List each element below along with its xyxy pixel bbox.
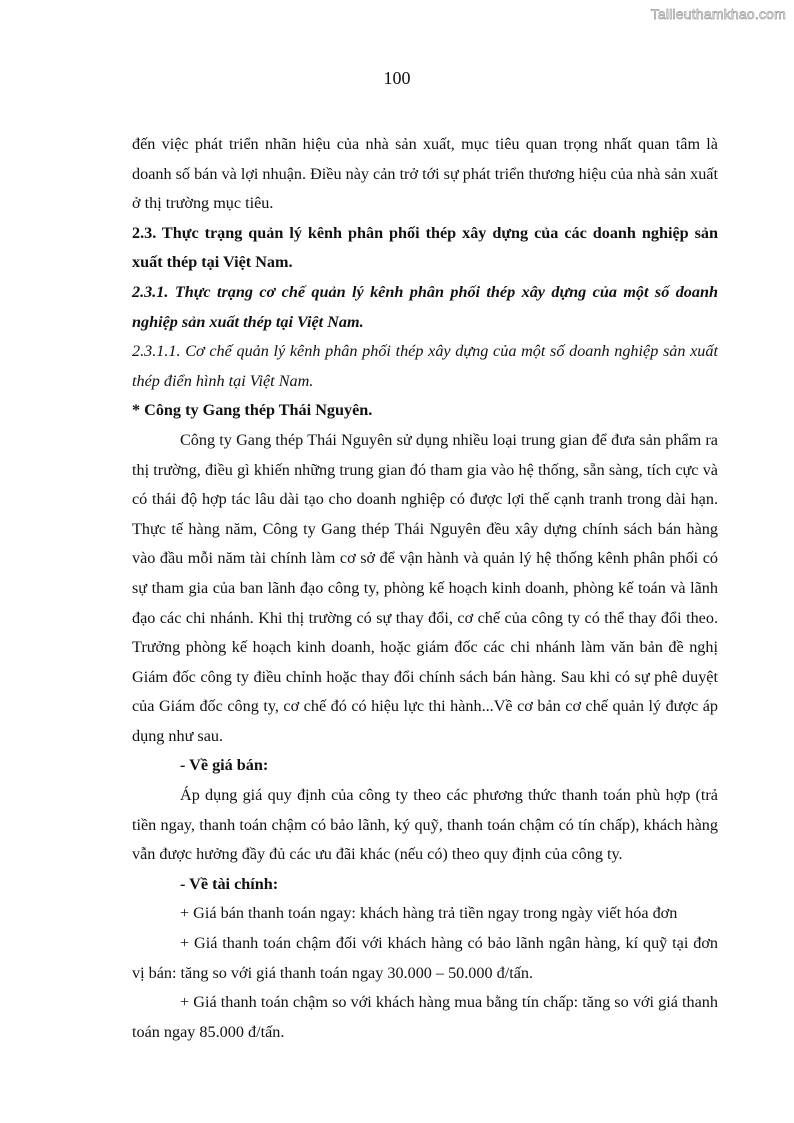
watermark: Tailieuthamkhao.com <box>650 6 786 22</box>
company-heading: * Công ty Gang thép Thái Nguyên. <box>132 401 373 420</box>
subheading-price: - Về giá bán: <box>180 756 269 775</box>
paragraph-finance-2: + Giá thanh toán chậm đối với khách hàng có bảo lãnh ngân hàng, kí quỹ tại đơn vị bán: tăng so với giá thanh toán ngay 30.000 – 50.000 đ/tấn. <box>132 934 718 982</box>
document-body <box>132 130 718 1047</box>
paragraph-finance-1: + Giá bán thanh toán ngay: khách hàng trả tiền ngay trong ngày viết hóa đơn <box>180 904 678 923</box>
section-heading-2-3-1-1: 2.3.1.1. Cơ chế quản lý kênh phân phối thép xây dựng của một số doanh nghiệp sản xuất thép điển hình tại Việt Nam. <box>132 342 718 390</box>
paragraph-intro: đến việc phát triển nhãn hiệu của nhà sản xuất, mục tiêu quan trọng nhất quan tâm là doanh số bán và lợi nhuận. Điều này cản trở tới sự phát triển thương hiệu của nhà sản xuất ở thị trường mục tiêu. <box>132 135 718 213</box>
paragraph-company-overview: Công ty Gang thép Thái Nguyên sử dụng nhiều loại trung gian để đưa sản phẩm ra thị trường, điều gì khiến những trung gian đó tham gia vào hệ thống, sẵn sàng, tích cực và có thái độ hợp tác lâu dài tạo cho doanh nghiệp có được lợi thế cạnh tranh trong dài hạn. Thực tế hàng năm, Công ty Gang thép Thái Nguyên đều xây dựng chính sách bán hàng vào đầu mỗi năm tài chính làm cơ sở để vận hành và quản lý hệ thống kênh phân phối có sự tham gia của ban lãnh đạo công ty, phòng kế hoạch kinh doanh, phòng kế toán và lãnh đạo các chi nhánh. Khi thị trường có sự thay đổi, cơ chế của công ty có thể thay đổi theo. Trưởng phòng kế hoạch kinh doanh, hoặc giám đốc các chi nhánh làm văn bản đề nghị Giám đốc công ty điều chỉnh hoặc thay đổi chính sách bán hàng. Sau khi có sự phê duyệt của Giám đốc công ty, cơ chế đó có hiệu lực thi hành...Về cơ bản cơ chế quản lý được áp dụng như sau. <box>132 430 718 745</box>
paragraph-price: Áp dụng giá quy định của công ty theo các phương thức thanh toán phù hợp (trả tiền ngay, thanh toán chậm có bảo lãnh, ký quỹ, thanh toán chậm có tín chấp), khách hàng vẫn được hưởng đầy đủ các ưu đãi khác (nếu có) theo quy định của công ty. <box>132 786 718 864</box>
section-heading-2-3-1: 2.3.1. Thực trạng cơ chế quản lý kênh phân phối thép xây dựng của một số doanh nghiệp sản xuất thép tại Việt Nam. <box>132 282 718 331</box>
section-heading-2-3: 2.3. Thực trạng quản lý kênh phân phối thép xây dựng của các doanh nghiệp sản xuất thép tại Việt Nam. <box>132 223 718 272</box>
paragraph-finance-3: + Giá thanh toán chậm so với khách hàng mua bằng tín chấp: tăng so với giá thanh toán ngay 85.000 đ/tấn. <box>132 993 718 1041</box>
subheading-finance: - Về tài chính: <box>180 874 279 893</box>
page-number: 100 <box>383 68 411 88</box>
